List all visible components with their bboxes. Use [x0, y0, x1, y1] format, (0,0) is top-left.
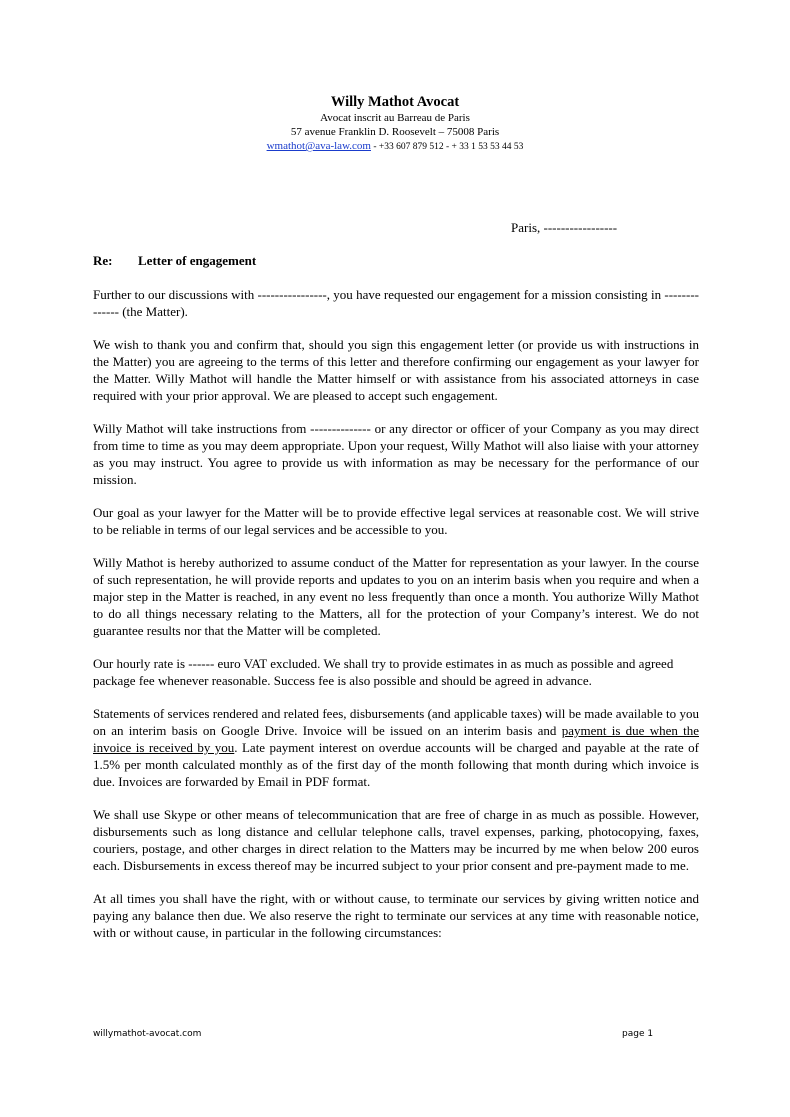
contact-line	[0, 139, 790, 154]
footer-page-number: page 1	[622, 1029, 654, 1039]
date-line: Paris, -----------------	[511, 220, 618, 235]
paragraph-authorization: Willy Mathot is hereby authorized to assume conduct of the Matter for representation as your lawyer. In the course of such representation, he will provide reports and updates to you on an interim basis when you require and when a major step in the Matter is reached, in any event no less frequently than once a month. You authorize Willy Mathot to do all things necessary relating to the Matters, all for the protection of your Company’s interest. We do not guarantee results nor that the Matter will be completed.	[93, 555, 699, 638]
paragraph-goal: Our goal as your lawyer for the Matter will be to provide effective legal services at reasonable cost. We will strive to be reliable in terms of our legal services and be accessible to you.	[93, 505, 699, 537]
email-link[interactable]: wmathot@ava-law.com	[266, 140, 371, 152]
statements-text-start: Statements of services rendered and related fees, disbursements (and applicable taxes) will be made available to you on an interim basis on Google Drive. Invoice will be issued on an interim basis and	[93, 706, 699, 738]
subject-line	[93, 253, 256, 269]
subject-label: Re:	[93, 253, 113, 268]
paragraph-hourly-rate: Our hourly rate is ------ euro VAT excluded. We shall try to provide estimates in as much as possible and agreed package fee whenever reasonable. Success fee is also possible and should be agreed in advance.	[93, 656, 674, 688]
footer-website: willymathot-avocat.com	[93, 1029, 202, 1039]
payment-due-underlined: payment is due when the invoice is received by you	[93, 723, 699, 755]
subject-text: Letter of engagement	[138, 253, 257, 268]
paragraph-disbursements: We shall use Skype or other means of telecommunication that are free of charge in as much as possible. However, disbursements such as long distance and cellular telephone calls, travel expenses, parking, photocopying, faxes, couriers, postage, and other charges in direct relation to the Matters may be incurred by me when below 200 euros each. Disbursements in excess thereof may be incurred subject to your prior consent and pre-payment made to me.	[93, 807, 699, 873]
paragraph-intro: Further to our discussions with ----------------, you have requested our engagement for a mission consisting in -------------- (the Matter).	[93, 287, 699, 319]
paragraph-engagement: We wish to thank you and confirm that, should you sign this engagement letter (or provide us with instructions in the Matter) you are agreeing to the terms of this letter and therefore confirming our engagement as your lawyer for the Matter. Willy Mathot will handle the Matter himself or with assistance from his associated attorneys in case required with your prior approval. We are pleased to accept such engagement.	[93, 337, 699, 403]
paragraph-statements	[93, 705, 699, 790]
paragraph-termination: At all times you shall have the right, with or without cause, to terminate our services by giving written notice and paying any balance then due. We also reserve the right to terminate our services at any time with reasonable notice, with or without cause, in particular in the following circumstances:	[93, 891, 699, 940]
letter-body	[93, 286, 699, 957]
statements-text-end: . Late payment interest on overdue accounts will be charged and payable at the rate of 1.5% per month calculated monthly as of the first day of the month following that month during which invoice is due. Invoices are forwarded by Email in PDF format.	[93, 740, 699, 789]
firm-name: Willy Mathot Avocat	[330, 94, 460, 110]
firm-address: 57 avenue Franklin D. Roosevelt – 75008 Paris	[290, 126, 500, 138]
phone-numbers: - +33 607 879 512 - + 33 1 53 53 44 53	[371, 142, 524, 152]
paragraph-instructions: Willy Mathot will take instructions from -------------- or any director or officer of your Company as you may direct from time to time as you may deem appropriate. Upon your request, Willy Mathot will also liaise with your attorney as you may instruct. You agree to provide us with information as may be necessary for the performance of our mission.	[93, 421, 699, 487]
letterhead	[0, 94, 790, 154]
bar-registration: Avocat inscrit au Barreau de Paris	[320, 112, 470, 124]
